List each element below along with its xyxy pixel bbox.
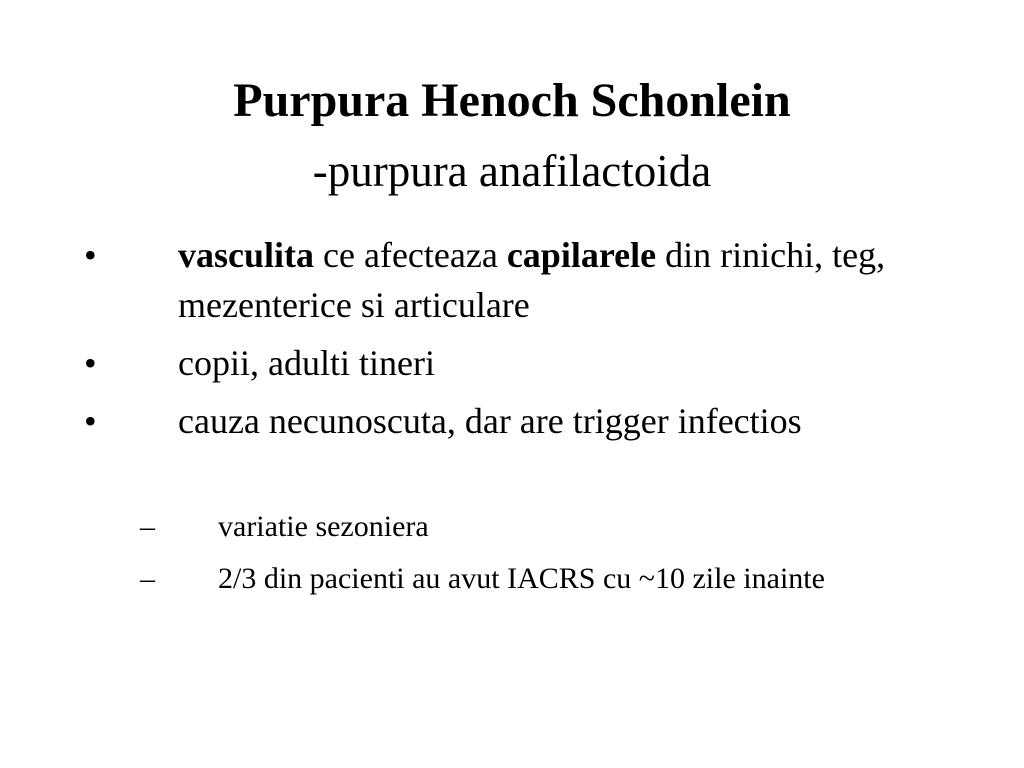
bullet-marker: •	[84, 235, 97, 275]
bullet-text	[178, 230, 898, 330]
bold-term: capilarele	[506, 235, 657, 275]
bullet-text: copii, adulti tineri	[178, 343, 435, 383]
sub-bullet-text: variatie sezoniera	[218, 510, 429, 543]
sub-bullet-text: 2/3 din pacienti au avut IACRS cu ~10 zile inainte	[218, 562, 825, 595]
bullet-text-part: din rinichi, teg, mezenterice si articulare	[178, 235, 886, 325]
slide-subtitle: -purpura anafilactoida	[312, 146, 712, 196]
bullet-text-part: ce afecteaza	[314, 235, 507, 275]
bold-term: vasculita	[178, 235, 315, 275]
bullet-text: cauza necunoscuta, dar are trigger infectios	[178, 401, 802, 441]
bullet-marker: •	[84, 343, 97, 383]
sub-bullet-marker: –	[140, 510, 155, 543]
bullet-marker: •	[84, 401, 97, 441]
slide-title: Purpura Henoch Schonlein	[233, 74, 791, 127]
sub-bullet-marker: –	[140, 562, 155, 595]
